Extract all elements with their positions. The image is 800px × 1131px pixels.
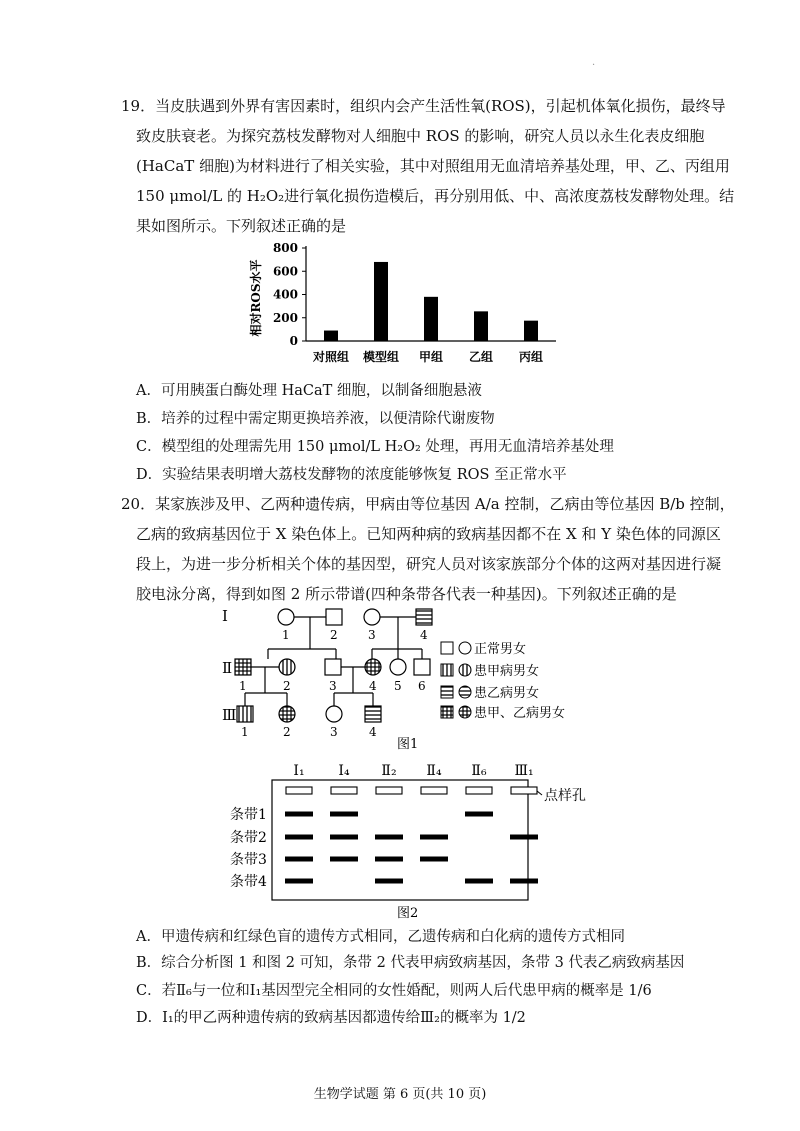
- num-III2: 2: [283, 725, 291, 739]
- legend-disease-a: 患甲病男女: [474, 664, 540, 679]
- pedigree-figure: [210, 598, 600, 758]
- legend-disease-b: 患乙病男女: [474, 686, 540, 701]
- individual-II6-male-normal: [414, 659, 430, 675]
- well-label: 点样孔: [544, 788, 586, 804]
- q19-option-a: A．可用胰蛋白酶处理 HaCaT 细胞，以制备细胞悬液: [136, 383, 482, 399]
- q19-line-4: 150 μmol/L 的 H₂O₂进行氧化损伤造模后，再分别用低、中、高浓度荔枝发酵物处理。结: [136, 187, 735, 205]
- sample-well: [511, 787, 537, 794]
- sample-well: [376, 787, 402, 794]
- individual-II3-male-normal: [325, 659, 341, 675]
- bar-1: [324, 331, 338, 341]
- individual-I4-male-disease-b: [416, 609, 432, 625]
- band-mark: [465, 812, 493, 817]
- band-label: 条带3: [230, 852, 267, 868]
- gel-electrophoresis-figure: [222, 760, 612, 920]
- individual-III1-male-disease-a: [237, 706, 253, 722]
- bar-4: [474, 311, 488, 341]
- individual-III2-female-both: [279, 706, 295, 722]
- num-I4: 4: [420, 628, 428, 642]
- q19-option-d: D．实验结果表明增大荔枝发酵物的浓度能够恢复 ROS 至正常水平: [136, 467, 567, 483]
- num-II4: 4: [369, 679, 377, 693]
- x-tick-label: 乙组: [468, 350, 494, 364]
- q19-option-b: B．培养的过程中需定期更换培养液，以便清除代谢废物: [136, 411, 495, 427]
- band-label: 条带2: [230, 830, 267, 846]
- y-tick-label: 400: [272, 287, 298, 302]
- legend-both: 患甲、乙病男女: [474, 706, 566, 721]
- num-II2: 2: [283, 679, 291, 693]
- individual-III4-male-disease-b: [365, 706, 381, 722]
- num-II6: 6: [418, 679, 426, 693]
- lane-label: Ⅰ₁: [293, 763, 305, 779]
- band-mark: [330, 835, 358, 840]
- x-tick-label: 对照组: [312, 350, 350, 364]
- band-mark: [330, 812, 358, 817]
- band-label: 条带4: [230, 874, 267, 890]
- corner-dot: ·: [592, 60, 596, 71]
- q20-line-4: 胶电泳分离，得到如图 2 所示带谱(四种条带各代表一种基因)。下列叙述正确的是: [136, 585, 677, 603]
- pedigree-legend: [441, 641, 565, 721]
- individual-I3-female-normal: [364, 609, 380, 625]
- individual-I1-female-normal: [278, 609, 294, 625]
- q20-option-d: D．Ⅰ₁的甲乙两种遗传病的致病基因都遗传给Ⅲ₂的概率为 1/2: [136, 1010, 526, 1026]
- figure-2-caption: 图2: [397, 906, 419, 920]
- individual-II1-male-both: [235, 659, 251, 675]
- q20-line-1: 20．某家族涉及甲、乙两种遗传病，甲病由等位基因 A/a 控制，乙病由等位基因 B/b 控制，: [121, 495, 735, 513]
- y-tick-label: 0: [289, 334, 298, 348]
- num-II5: 5: [394, 679, 402, 693]
- individual-II4-female-both: [365, 659, 381, 675]
- legend-normal: 正常男女: [474, 642, 527, 657]
- sample-well: [331, 787, 357, 794]
- band-mark: [285, 835, 313, 840]
- num-II1: 1: [239, 679, 247, 693]
- bar-3: [424, 297, 438, 341]
- individual-I2-male-normal: [326, 609, 342, 625]
- individual-II2-female-disease-a: [279, 659, 295, 675]
- individual-II5-female-normal: [390, 659, 406, 675]
- q19-line-5: 果如图所示。下列叙述正确的是: [136, 217, 347, 235]
- q19-line-2: 致皮肤衰老。为探究荔枝发酵物对人细胞中 ROS 的影响，研究人员以永生化表皮细胞: [136, 127, 705, 145]
- band-mark: [285, 857, 313, 862]
- sample-well: [421, 787, 447, 794]
- individual-III3-female-normal: [326, 706, 342, 722]
- y-tick-label: 800: [272, 241, 298, 255]
- num-I1: 1: [282, 628, 290, 642]
- band-mark: [465, 879, 493, 884]
- q20-option-c: C．若Ⅱ₆与一位和Ⅰ₁基因型完全相同的女性婚配，则两人后代患甲病的概率是 1/6: [136, 983, 652, 999]
- num-II3: 3: [329, 679, 337, 693]
- gen-label-1: Ⅰ: [222, 607, 228, 625]
- figure-1-caption: 图1: [397, 737, 419, 752]
- q20-line-3: 段上，为进一步分析相关个体的基因型，研究人员对该家族部分个体的这两对基因进行凝: [136, 555, 722, 573]
- band-mark: [375, 857, 403, 862]
- num-I3: 3: [368, 628, 376, 642]
- band-mark: [420, 835, 448, 840]
- sample-well: [466, 787, 492, 794]
- sample-well: [286, 787, 312, 794]
- q20-option-a: A．甲遗传病和红绿色盲的遗传方式相同，乙遗传病和白化病的遗传方式相同: [136, 929, 625, 945]
- bar-5: [524, 321, 538, 341]
- lane-label: Ⅲ₁: [514, 763, 534, 779]
- ros-bar-chart: [240, 238, 570, 370]
- y-tick-label: 200: [272, 310, 298, 325]
- page-footer: 生物学试题 第 6 页(共 10 页): [313, 1087, 487, 1102]
- lane-label: Ⅱ₄: [426, 763, 442, 779]
- q19-option-c: C．模型组的处理需先用 150 μmol/L H₂O₂ 处理，再用无血清培养基处理: [136, 439, 614, 455]
- band-mark: [420, 857, 448, 862]
- num-III3: 3: [330, 725, 338, 739]
- band-mark: [375, 879, 403, 884]
- x-tick-label: 甲组: [418, 350, 444, 364]
- band-label: 条带1: [230, 807, 267, 823]
- x-tick-label: 丙组: [518, 350, 544, 364]
- y-axis-label: 相对ROS水平: [249, 259, 263, 337]
- y-tick-label: 600: [272, 264, 298, 279]
- num-III4: 4: [369, 725, 377, 739]
- lane-label: Ⅰ₄: [338, 763, 350, 779]
- band-mark: [285, 812, 313, 817]
- band-mark: [330, 857, 358, 862]
- band-mark: [510, 835, 538, 840]
- lane-label: Ⅱ₆: [471, 763, 487, 779]
- x-tick-label: 模型组: [362, 350, 400, 364]
- q19-line-1: 19．当皮肤遇到外界有害因素时，组织内会产生活性氧(ROS)，引起机体氧化损伤，最终导: [121, 97, 726, 115]
- band-mark: [510, 879, 538, 884]
- lane-label: Ⅱ₂: [381, 763, 397, 779]
- bar-2: [374, 262, 388, 341]
- num-III1: 1: [241, 725, 249, 739]
- band-mark: [375, 835, 403, 840]
- gen-label-2: Ⅱ: [222, 659, 233, 677]
- well-pointer: [537, 791, 542, 795]
- q19-line-3: (HaCaT 细胞)为材料进行了相关实验，其中对照组用无血清培养基处理，甲、乙、丙组用: [136, 157, 730, 175]
- q20-option-b: B．综合分析图 1 和图 2 可知，条带 2 代表甲病致病基因，条带 3 代表乙病致病基因: [136, 955, 685, 971]
- band-mark: [285, 879, 313, 884]
- gen-label-3: Ⅲ: [222, 706, 237, 724]
- q20-line-2: 乙病的致病基因位于 X 染色体上。已知两种病的致病基因都不在 X 和 Y 染色体的同源区: [136, 525, 721, 543]
- num-I2: 2: [330, 628, 338, 642]
